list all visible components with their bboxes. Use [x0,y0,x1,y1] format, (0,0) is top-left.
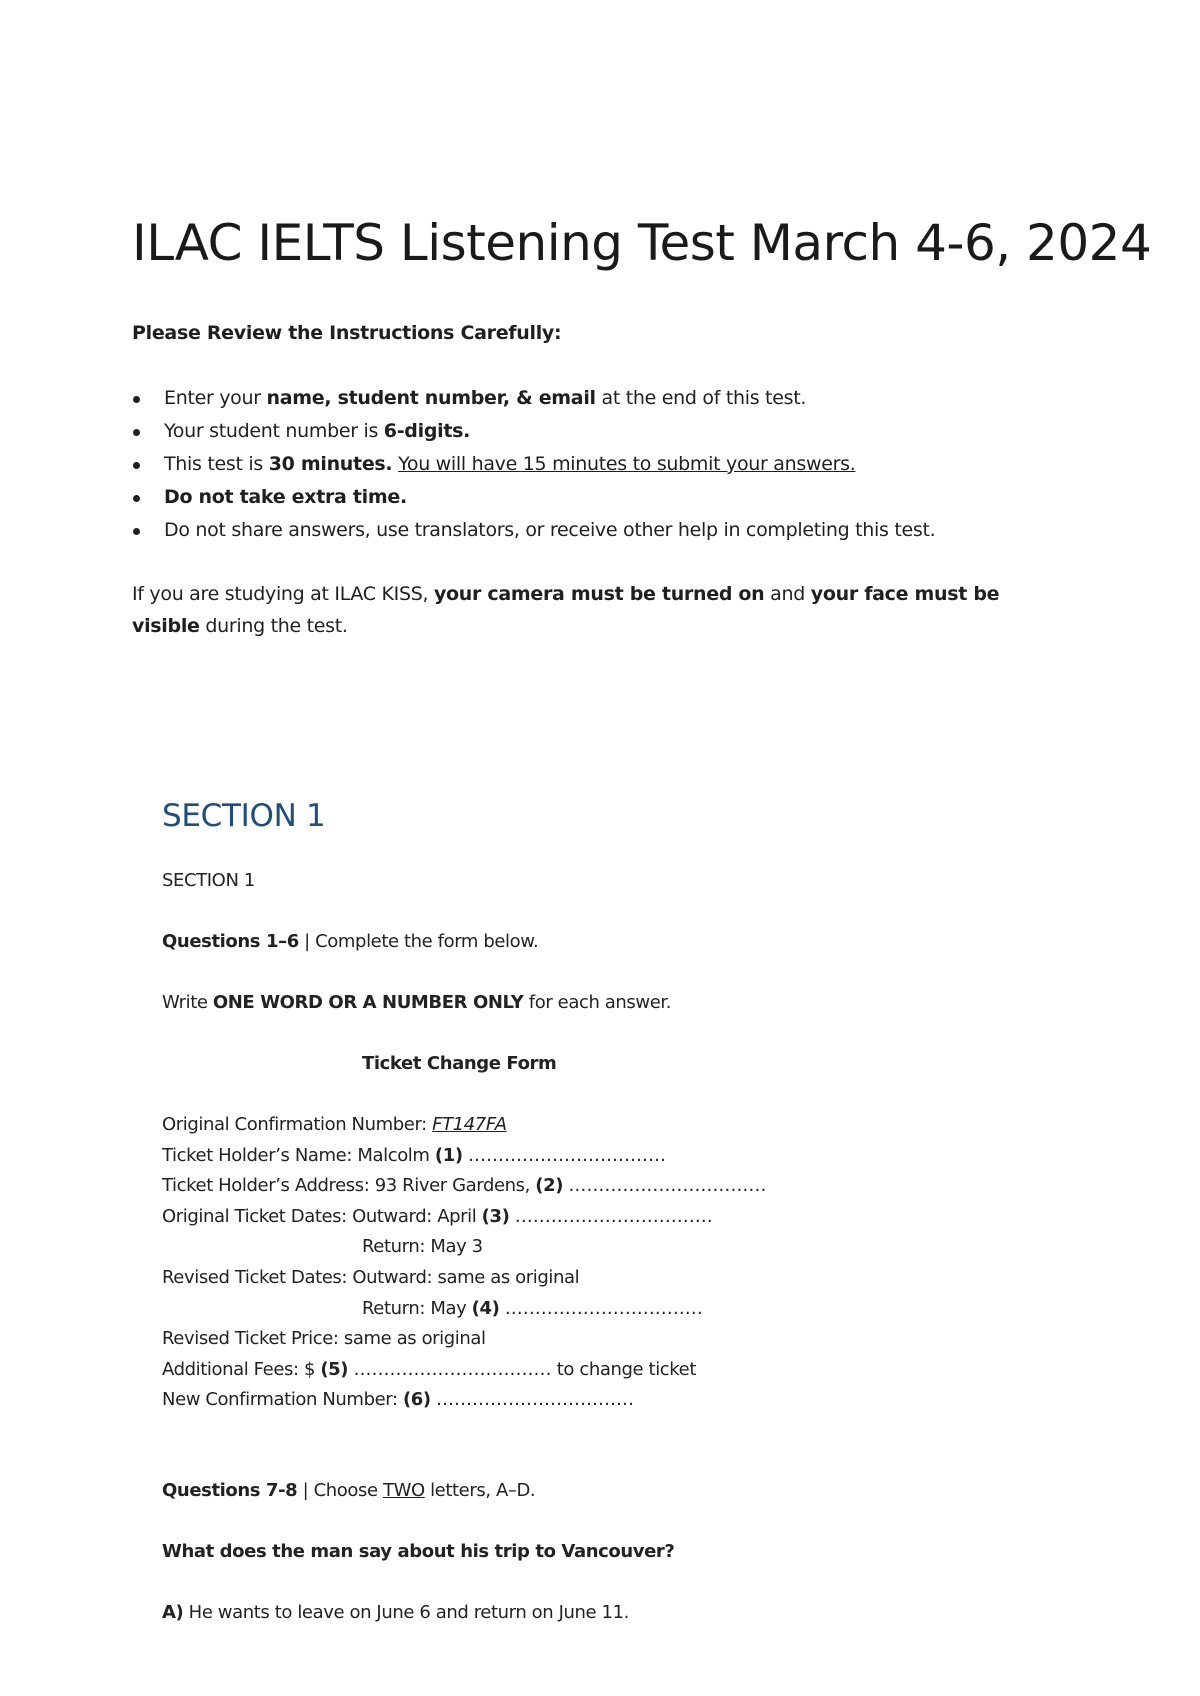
question-7-8-prompt: What does the man say about his trip to Vancouver? [162,1541,675,1562]
form-line-revised-price: Revised Ticket Price: same as original [162,1328,486,1349]
form-title: Ticket Change Form [362,1053,557,1074]
option-a: A) He wants to leave on June 6 and return on June 11. [162,1602,629,1623]
answer-blank: …………………………… [504,1298,703,1319]
form-line-address: Ticket Holder’s Address: 93 River Gardens, (2) …………………………… [162,1175,767,1196]
answer-blank: …………………………… [436,1389,635,1410]
form-line-revised-dates: Revised Ticket Dates: Outward: same as original [162,1267,580,1288]
word-limit-instruction: Write ONE WORD OR A NUMBER ONLY for each answer. [162,992,672,1013]
instructions-heading: Please Review the Instructions Carefully: [132,322,562,344]
camera-requirement-paragraph: If you are studying at ILAC KISS, your camera must be turned on and your face must be visible during the test. [132,583,1000,637]
form-line-original-return: Return: May 3 [362,1236,483,1257]
form-line-additional-fees: Additional Fees: $ (5) …………………………… to change ticket [162,1359,697,1380]
form-line-confirmation: Original Confirmation Number: FT147FA [162,1114,507,1135]
instruction-item: Do not share answers, use translators, or receive other help in completing this test. [132,514,935,547]
section-label: SECTION 1 [162,870,255,891]
confirmation-value: FT147FA [432,1114,507,1135]
section-heading: SECTION 1 [162,798,326,834]
answer-blank: …………………………… [353,1359,552,1380]
instruction-item: Your student number is 6-digits. [132,415,935,448]
instruction-item: Do not take extra time. [132,481,935,514]
instructions-list [132,382,935,547]
form-line-name: Ticket Holder’s Name: Malcolm (1) …………………………… [162,1145,666,1166]
questions-7-8-instruction: Questions 7-8 | Choose TWO letters, A–D. [162,1480,536,1501]
answer-blank: …………………………… [514,1206,713,1227]
form-line-new-confirmation: New Confirmation Number: (6) …………………………… [162,1389,635,1410]
questions-1-6-instruction: Questions 1–6 | Complete the form below. [162,931,539,952]
instruction-item: This test is 30 minutes. You will have 15 minutes to submit your answers. [132,448,935,481]
form-line-revised-return: Return: May (4) …………………………… [362,1298,703,1319]
instruction-item: Enter your name, student number, & email at the end of this test. [132,382,935,415]
answer-blank: …………………………… [568,1175,767,1196]
page-title: ILAC IELTS Listening Test March 4-6, 2024 [132,214,1152,272]
answer-blank: …………………………… [467,1145,666,1166]
form-line-original-dates: Original Ticket Dates: Outward: April (3) …………………………… [162,1206,713,1227]
